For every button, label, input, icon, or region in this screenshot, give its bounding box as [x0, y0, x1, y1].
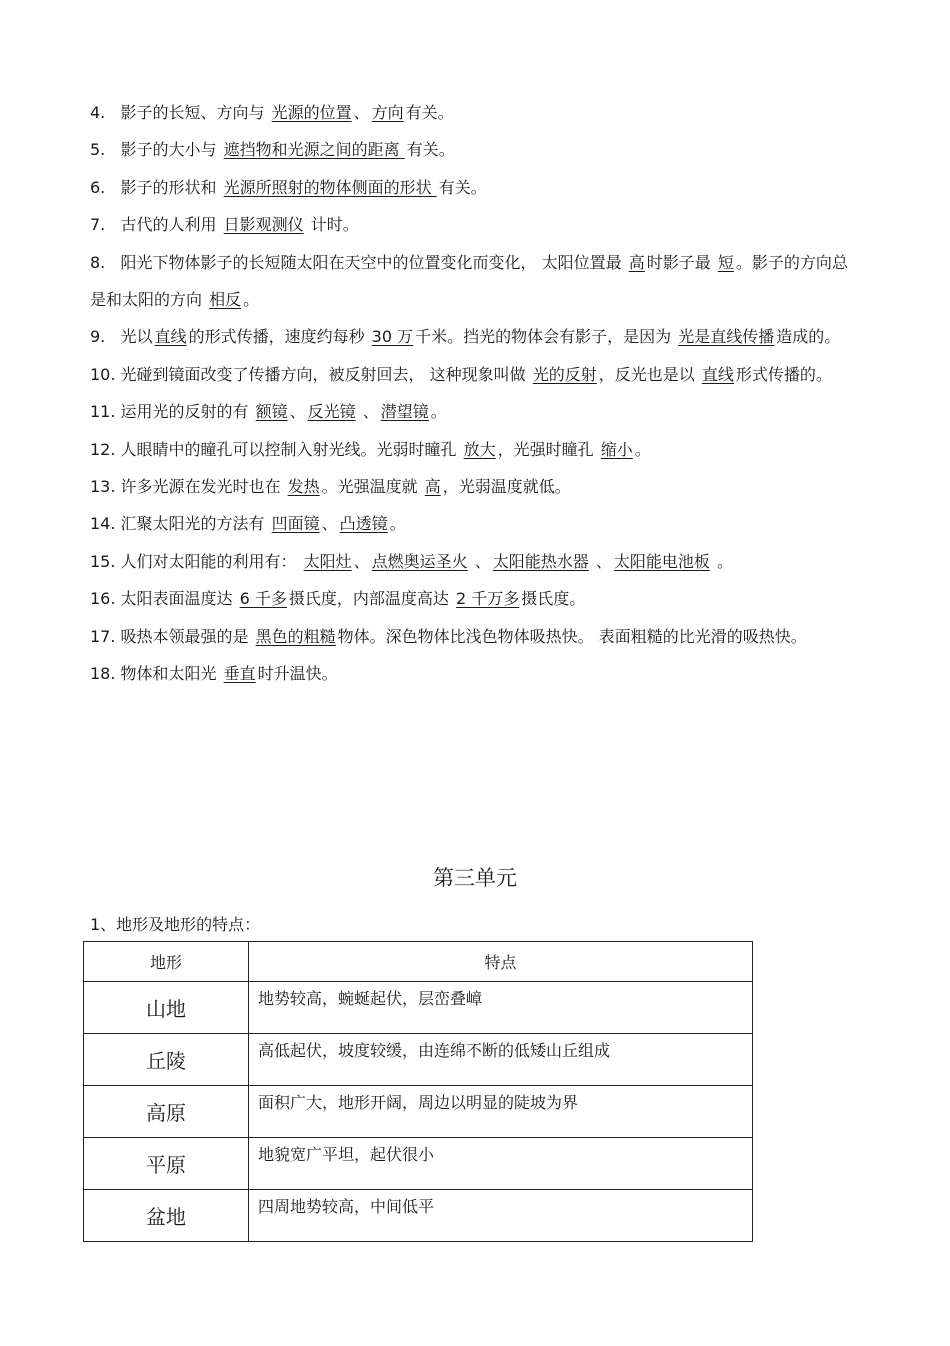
question-text: 造成的。: [776, 327, 841, 347]
question-item: [90, 131, 862, 168]
question-text: 光以: [120, 327, 153, 347]
answer-blank: 太阳能热水器: [492, 551, 589, 571]
answer-blank: 6 千多: [239, 589, 287, 609]
question-item: [90, 431, 862, 468]
question-text: 太阳表面温度达: [120, 589, 238, 609]
answer-blank: 短: [717, 252, 734, 272]
answer-blank: 放大: [463, 439, 496, 459]
answer-blank: 凸透镜: [339, 514, 388, 534]
question-text: 影子的大小与: [120, 140, 222, 160]
answer-blank: 额镜: [255, 402, 288, 422]
question-item: [90, 318, 862, 355]
question-number: 11.: [90, 402, 116, 422]
question-list: [90, 94, 862, 693]
question-item: [90, 618, 862, 655]
question-text: 。: [243, 290, 260, 310]
question-number: 13.: [90, 477, 116, 497]
table-row: [84, 1190, 753, 1242]
question-text: ，反光也是以: [598, 364, 700, 384]
answer-blank: 点燃奥运圣火: [371, 551, 468, 571]
question-text: 时升温快。: [257, 664, 338, 684]
question-text: 时影子最: [646, 252, 716, 272]
question-text: 摄氏度，内部温度高达: [288, 589, 455, 609]
question-text: 。光强温度就: [321, 477, 423, 497]
question-text: 古代的人利用: [120, 215, 222, 235]
question-text: 、: [321, 514, 338, 534]
question-text: 、: [353, 103, 370, 122]
question-text: 、: [353, 551, 370, 571]
table-header-row: [84, 942, 753, 982]
answer-blank: 缩小: [600, 439, 633, 459]
landform-cell: 高原: [84, 1086, 249, 1138]
feature-cell: 面积广大，地形开阔，周边以明显的陡坡为界: [249, 1086, 753, 1138]
landform-table: [83, 941, 753, 1242]
question-item: [90, 543, 862, 580]
question-item: [90, 169, 862, 206]
question-text: 阳光下物体影子的长短随太阳在天空中的位置变化而变化， 太阳位置最: [120, 252, 627, 272]
question-text: 有关。: [438, 177, 487, 197]
question-text: 汇聚太阳光的方法有: [120, 514, 270, 534]
question-text: 。: [389, 514, 406, 534]
question-text: 人眼睛中的瞳孔可以控制入射光线。光弱时瞳孔: [120, 439, 462, 459]
question-text: 光碰到镜面改变了传播方向，被反射回去， 这种现象叫做: [120, 364, 531, 384]
question-text: 计时。: [305, 215, 359, 235]
answer-blank: 垂直: [223, 664, 256, 684]
answer-blank: 方向: [371, 103, 404, 122]
answer-blank: 发热: [287, 477, 320, 497]
question-text: 物体和太阳光: [120, 664, 222, 684]
question-number: 5.: [90, 140, 106, 160]
answer-blank: 日影观测仪: [223, 215, 304, 235]
question-item: [90, 206, 862, 243]
answer-blank: 潜望镜: [380, 402, 429, 422]
question-text: 、: [590, 551, 612, 571]
question-item: [90, 468, 862, 505]
landform-cell: 盆地: [84, 1190, 249, 1242]
answer-blank: 光源所照射的物体侧面的形状: [223, 177, 437, 197]
landform-cell: 山地: [84, 982, 249, 1034]
question-item: [90, 505, 862, 542]
question-text: 。: [634, 439, 651, 459]
unit-title: 第三单元: [433, 866, 517, 890]
question-number: 12.: [90, 439, 116, 459]
answer-blank: 30 万: [371, 327, 414, 347]
answer-blank: 遮挡物和光源之间的距离: [223, 140, 405, 160]
question-text: 人们对太阳能的利用有：: [120, 551, 302, 571]
question-text: 。影子的方向总是和太阳的方向: [90, 252, 848, 310]
feature-cell: 地势较高，蜿蜒起伏，层峦叠嶂: [249, 982, 753, 1034]
answer-blank: 光源的位置: [271, 103, 352, 122]
question-text: 有关。: [406, 140, 455, 160]
table-row: [84, 1138, 753, 1190]
landform-cell: 平原: [84, 1138, 249, 1190]
question-text: 摄氏度。: [521, 589, 586, 609]
question-text: 、: [469, 551, 491, 571]
question-number: 14.: [90, 514, 116, 534]
answer-blank: 黑色的粗糙: [255, 626, 336, 646]
answer-blank: 反光镜: [307, 402, 356, 422]
question-item: [90, 655, 862, 692]
question-item: [90, 356, 862, 393]
answer-blank: 太阳灶: [303, 551, 352, 571]
question-item: [90, 393, 862, 430]
question-text: 、: [289, 402, 306, 422]
question-text: 千米。挡光的物体会有影子，是因为: [415, 327, 677, 347]
feature-cell: 四周地势较高，中间低平: [249, 1190, 753, 1242]
question-text: ，光弱温度就低。: [442, 477, 571, 497]
question-number: 9.: [90, 327, 106, 347]
answer-blank: 2 千万多: [456, 589, 520, 609]
question-text: 许多光源在发光时也在: [120, 477, 286, 497]
question-number: 4.: [90, 103, 106, 122]
header-landform: 地形: [84, 942, 249, 982]
question-text: 形式传播的。: [735, 364, 832, 384]
question-text: ，光强时瞳孔: [497, 439, 599, 459]
table-row: [84, 982, 753, 1034]
question-item: [90, 580, 862, 617]
answer-blank: 光是直线传播: [678, 327, 775, 347]
question-item: [90, 94, 862, 131]
header-feature: 特点: [249, 942, 753, 982]
question-item: [90, 244, 862, 319]
question-number: 8.: [90, 252, 106, 272]
question-number: 6.: [90, 177, 106, 197]
question-number: 10.: [90, 364, 116, 384]
question-text: 影子的形状和: [120, 177, 222, 197]
landform-cell: 丘陵: [84, 1034, 249, 1086]
question-number: 18.: [90, 664, 116, 684]
feature-cell: 高低起伏，坡度较缓，由连绵不断的低矮山丘组成: [249, 1034, 753, 1086]
question-text: 。: [711, 551, 733, 571]
question-number: 17.: [90, 626, 116, 646]
question-text: 、: [357, 402, 379, 422]
question-number: 16.: [90, 589, 116, 609]
answer-blank: 高: [424, 477, 441, 497]
question-number: 15.: [90, 551, 116, 571]
answer-blank: 直线: [154, 327, 187, 347]
answer-blank: 凹面镜: [271, 514, 320, 534]
question-text: 有关。: [405, 103, 454, 122]
feature-cell: 地貌宽广平坦，起伏很小: [249, 1138, 753, 1190]
answer-blank: 光的反射: [532, 364, 597, 384]
question-text: 物体。深色物体比浅色物体吸热快。 表面粗糙的比光滑的吸热快。: [337, 626, 807, 646]
table-caption: 1、地形及地形的特点：: [90, 915, 261, 934]
answer-blank: 直线: [701, 364, 734, 384]
answer-blank: 太阳能电池板: [613, 551, 710, 571]
answer-blank: 相反: [209, 290, 242, 310]
question-text: 。: [430, 402, 447, 422]
question-text: 影子的长短、方向与: [120, 103, 270, 122]
question-text: 的形式传播，速度约每秒: [188, 327, 370, 347]
question-text: 运用光的反射的有: [120, 402, 254, 422]
question-text: 吸热本领最强的是: [120, 626, 254, 646]
table-row: [84, 1086, 753, 1138]
question-number: 7.: [90, 215, 106, 235]
table-row: [84, 1034, 753, 1086]
answer-blank: 高: [628, 252, 645, 272]
